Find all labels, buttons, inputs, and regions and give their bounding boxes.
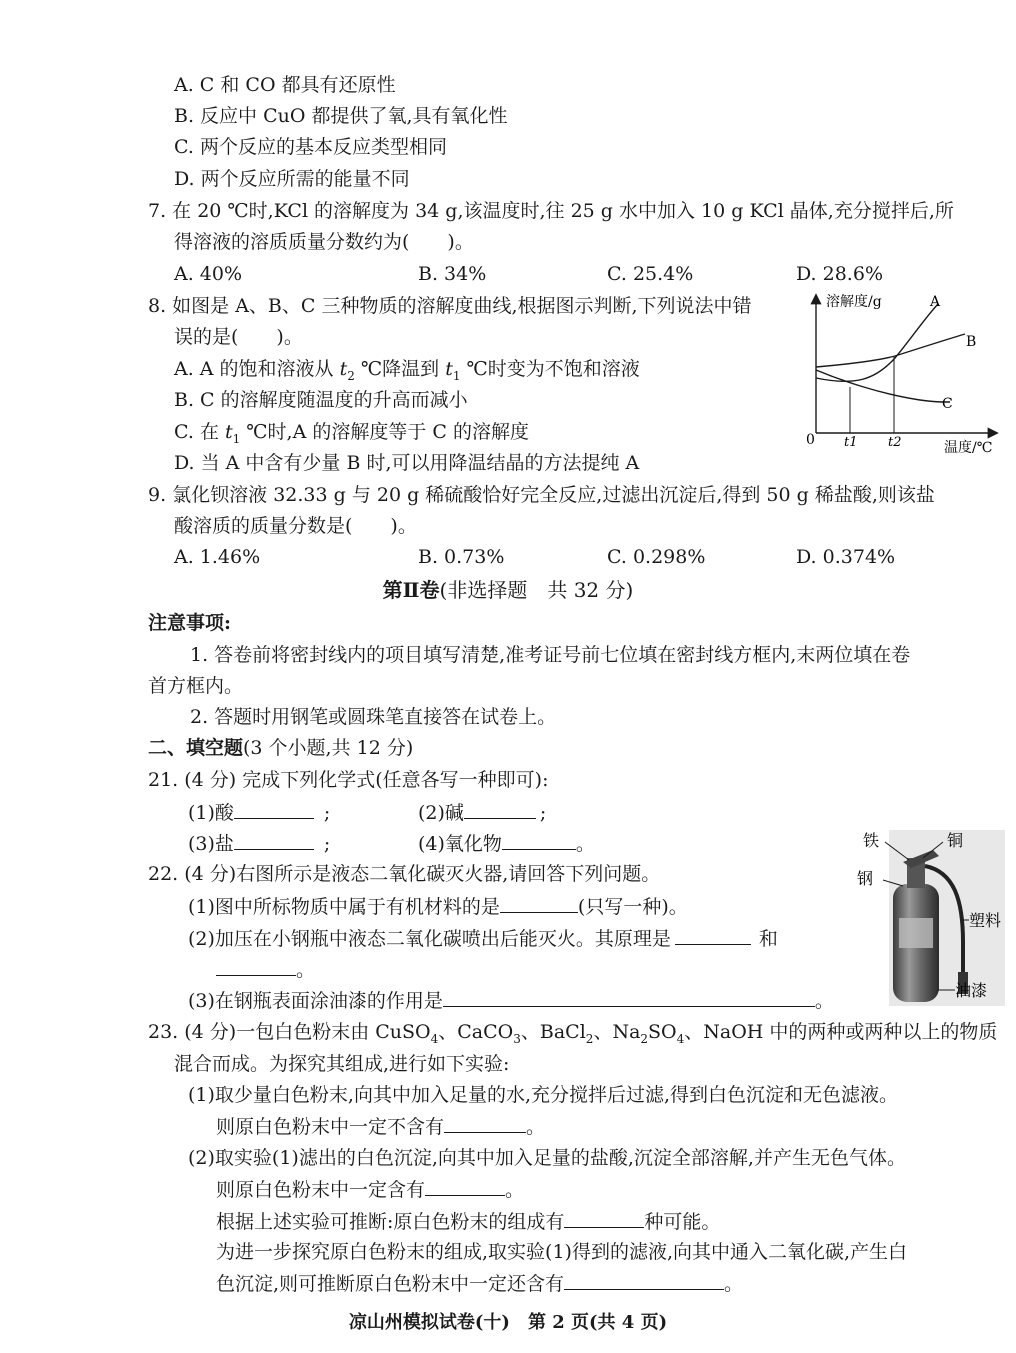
q23-exp2-line2: 则原白色粉末中一定含有 。 [216,1179,525,1201]
q8-option-b: B. C 的溶解度随温度的升高而减小 [174,389,468,411]
page-footer: 凉山州模拟试卷(十) 第 2 页(共 4 页) [348,1312,668,1333]
tick-label-t1: t1 [844,435,858,450]
q23-blank-1[interactable] [444,1114,526,1133]
fire-extinguisher-figure [855,822,1005,1008]
q7-option-d: D. 28.6% [796,263,883,285]
q23-blank-2[interactable] [425,1177,505,1196]
q23-stem-line2: 混合而成。为探究其组成,进行如下实验: [174,1053,510,1075]
origin-label: 0 [806,432,815,448]
notice-item-1-line1: 1. 答卷前将密封线内的项目填写清楚,准考证号前七位填在密封线方框内,末两位填在卷 [190,644,911,666]
q9-option-a: A. 1.46% [174,546,261,568]
q23-stem-line1: 23. (4 分)一包白色粉末由 CuSO$_4$、CaCO$_3$、BaCl$_2$、$Na_2SO_4$、NaOH 中的两种或两种以上的物质 [148,1021,998,1046]
q9-stem-line1: 9. 氯化钡溶液 32.33 g 与 20 g 稀硫酸恰好完全反应,过滤出沉淀后,得到 50 g 稀盐酸,则该盐 [148,484,935,506]
section-title: 第Ⅱ卷(非选择题 共 32 分) [382,578,634,602]
q6-option-a: A. C 和 CO 都具有还原性 [174,74,396,96]
q9-option-c: C. 0.298% [607,546,706,568]
q9-option-d: D. 0.374% [796,546,896,568]
q21-blank-1[interactable] [234,800,314,819]
q23-exp2-line1: (2)取实验(1)滤出的白色沉淀,向其中加入足量的盐酸,沉淀全部溶解,并产生无色气体。 [188,1147,906,1169]
q21-blank-4[interactable] [502,831,576,850]
q23-exp2-line5: 色沉淀,则可推断原白色粉末中一定还含有 。 [216,1273,744,1295]
part2-heading: 二、填空题(3 个小题,共 12 分) [148,737,414,759]
q22-sub-1: (1)图中所标物质中属于有机材料的是 (只写一种)。 [188,896,688,918]
label-paint: 油漆 [955,981,988,1000]
solubility-chart [800,290,1005,460]
series-label-b: B [966,334,977,350]
curve-a [816,304,938,381]
q21-blank-3[interactable] [234,831,314,850]
label-steel: 钢 [857,869,874,888]
q7-option-c: C. 25.4% [607,263,694,285]
notice-item-2: 2. 答题时用钢笔或圆珠笔直接答在试卷上。 [190,706,557,728]
tick-label-t2: t2 [888,435,902,450]
q23-exp2-line3: 根据上述实验可推断:原白色粉末的组成有 种可能。 [216,1211,721,1233]
label-plastic: 塑料 [969,911,1002,930]
label-iron: 铁 [863,831,880,850]
q9-option-b: B. 0.73% [418,546,505,568]
q8-stem-line2: 误的是( )。 [174,326,303,348]
cylinder-label [899,918,933,948]
notice-item-1-line2: 首方框内。 [148,675,244,697]
q22-sub-2-cont: 。 [216,957,315,982]
q22-blank-2[interactable] [675,926,751,945]
q7-option-a: A. 40% [174,263,243,285]
q23-exp1-line2: 则原白色粉末中一定不含有 。 [216,1116,546,1138]
q23-blank-3[interactable] [564,1209,644,1228]
q21-item-2: (2)碱 ; [418,802,547,824]
q23-exp1-line1: (1)取少量白色粉末,向其中加入足量的水,充分搅拌后过滤,得到白色沉淀和无色滤液。 [188,1084,899,1106]
q8-option-a: A. A 的饱和溶液从 $t_2$ ℃降温到 $t_1$ ℃时变为不饱和溶液 [174,358,640,383]
y-axis-label: 溶解度/g [826,294,882,310]
q22-sub-2: (2)加压在小钢瓶中液态二氧化碳喷出后能灭火。其原理是 和 [188,928,778,950]
q21-stem: 21. (4 分) 完成下列化学式(任意各写一种即可): [148,769,549,791]
q8-option-d: D. 当 A 中含有少量 B 时,可以用降温结晶的方法提纯 A [174,452,640,474]
q6-option-b: B. 反应中 CuO 都提供了氧,具有氧化性 [174,105,508,127]
q9-stem-line2: 酸溶质的质量分数是( )。 [174,515,417,537]
q6-option-c: C. 两个反应的基本反应类型相同 [174,136,447,158]
q21-item-3: (3)盐 ; [188,833,331,855]
q8-stem-line1: 8. 如图是 A、B、C 三种物质的溶解度曲线,根据图示判断,下列说法中错 [148,295,752,317]
q22-stem: 22. (4 分)右图所示是液态二氧化碳灭火器,请回答下列问题。 [148,863,661,885]
q7-stem-line1: 7. 在 20 ℃时,KCl 的溶解度为 34 g,该温度时,往 25 g 水中加入 10 g KCl 晶体,充分搅拌后,所 [148,200,954,222]
label-copper: 铜 [947,831,964,850]
q8-option-c: C. 在 $t_1$ ℃时,A 的溶解度等于 C 的溶解度 [174,421,529,446]
q7-option-b: B. 34% [418,263,487,285]
notice-heading: 注意事项: [148,612,232,634]
x-axis-label: 温度/℃ [944,440,993,456]
q7-stem-line2: 得溶液的溶质质量分数约为( )。 [174,231,474,253]
q22-sub-3: (3)在钢瓶表面涂油漆的作用是 。 [188,990,834,1012]
curve-c [816,370,950,402]
series-label-a: A [930,294,941,310]
q6-option-d: D. 两个反应所需的能量不同 [174,168,410,190]
q22-blank-4[interactable] [443,988,815,1007]
q21-item-1: (1)酸 ; [188,802,331,824]
q22-blank-1[interactable] [500,894,578,913]
q23-exp2-line4: 为进一步探究原白色粉末的组成,取实验(1)得到的滤液,向其中通入二氧化碳,产生白 [216,1241,908,1263]
q22-blank-3[interactable] [216,957,296,976]
q23-blank-4[interactable] [564,1271,724,1290]
series-label-c: C [942,396,953,412]
q21-item-4: (4)氧化物 。 [418,833,595,855]
q21-blank-2[interactable] [464,800,536,819]
